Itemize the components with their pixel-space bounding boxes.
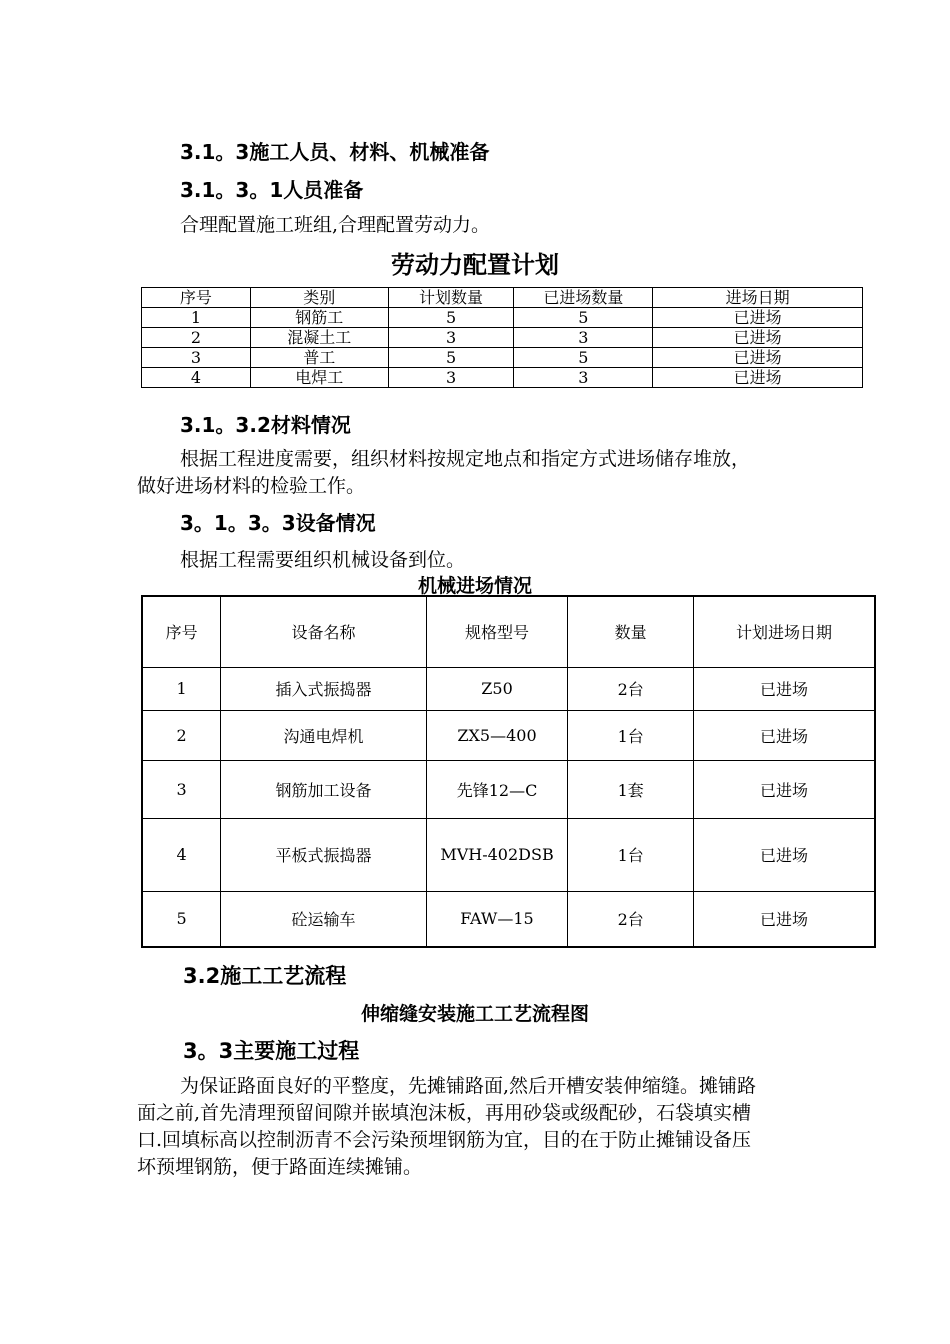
section-heading-3-1-3-3: 3。1。3。3设备情况	[180, 511, 376, 535]
labor-table	[141, 287, 863, 388]
table-cell: 5	[388, 348, 514, 368]
table-cell: 已进场	[694, 760, 876, 818]
table-cell: 3	[142, 760, 221, 818]
table-cell: 已进场	[653, 368, 863, 388]
header-cell: 进场日期	[653, 288, 863, 308]
header-cell: 计划进场日期	[694, 596, 876, 667]
paragraph-line: 口.回填标高以控制沥青不会污染预埋钢筋为宜，目的在于防止摊铺设备压	[137, 1129, 752, 1151]
paragraph-line: 根据工程进度需要，组织材料按规定地点和指定方式进场储存堆放，	[180, 448, 751, 470]
section-heading-3-1-3: 3.1。3施工人员、材料、机械准备	[180, 140, 490, 164]
table-cell: 4	[142, 818, 221, 891]
table-cell: 3	[514, 368, 653, 388]
table-cell: 3	[388, 368, 514, 388]
paragraph-line: 面之前,首先清理预留间隙并嵌填泡沫板，再用砂袋或级配砂，石袋填实槽	[137, 1102, 752, 1124]
table-cell: 已进场	[694, 667, 876, 710]
table-cell: 钢筋加工设备	[221, 760, 426, 818]
table-row	[142, 368, 863, 388]
table-row	[142, 760, 875, 818]
header-cell: 数量	[568, 596, 694, 667]
labor-table-title: 劳动力配置计划	[391, 251, 559, 279]
table-cell: 电焊工	[250, 368, 388, 388]
table-row	[142, 667, 875, 710]
flowchart-title: 伸缩缝安装施工工艺流程图	[360, 1003, 589, 1025]
table-cell: 1	[142, 667, 221, 710]
table-cell: 5	[388, 308, 514, 328]
table-cell: 砼运输车	[221, 891, 426, 947]
table-row	[142, 710, 875, 760]
table-cell: 平板式振捣器	[221, 818, 426, 891]
table-cell: 2	[142, 328, 251, 348]
table-cell: 已进场	[694, 818, 876, 891]
table-cell: 已进场	[694, 891, 876, 947]
table-cell: 3	[514, 328, 653, 348]
section-heading-3-2: 3.2施工工艺流程	[183, 964, 347, 988]
paragraph-line: 坏预埋钢筋，便于路面连续摊铺。	[137, 1156, 423, 1178]
table-row	[142, 308, 863, 328]
section-heading-3-3: 3。3主要施工过程	[183, 1039, 360, 1063]
table-cell: 先锋12—C	[426, 760, 568, 818]
table-cell: 5	[514, 308, 653, 328]
table-cell: 2	[142, 710, 221, 760]
paragraph-line: 为保证路面良好的平整度，先摊铺路面,然后开槽安装伸缩缝。摊铺路	[180, 1075, 757, 1097]
table-header-row	[142, 596, 875, 667]
table-cell: 已进场	[653, 328, 863, 348]
section-heading-3-1-3-2: 3.1。3.2材料情况	[180, 413, 351, 437]
table-row	[142, 818, 875, 891]
paragraph-equipment: 根据工程需要组织机械设备到位。	[180, 549, 466, 571]
table-cell: 2台	[568, 667, 694, 710]
table-cell: 钢筋工	[250, 308, 388, 328]
section-heading-3-1-3-1: 3.1。3。1人员准备	[180, 178, 364, 202]
table-cell: Z50	[426, 667, 568, 710]
header-cell: 已进场数量	[514, 288, 653, 308]
table-cell: 已进场	[653, 348, 863, 368]
table-cell: 插入式振捣器	[221, 667, 426, 710]
table-cell: 1台	[568, 710, 694, 760]
table-row	[142, 348, 863, 368]
table-cell: 1套	[568, 760, 694, 818]
paragraph-line: 做好进场材料的检验工作。	[137, 475, 366, 497]
table-cell: 3	[388, 328, 514, 348]
table-row	[142, 891, 875, 947]
table-cell: 5	[142, 891, 221, 947]
table-cell: 1	[142, 308, 251, 328]
header-cell: 设备名称	[221, 596, 426, 667]
header-cell: 序号	[142, 288, 251, 308]
table-cell: MVH-402DSB	[426, 818, 568, 891]
table-cell: 混凝土工	[250, 328, 388, 348]
paragraph-material	[137, 446, 867, 500]
header-cell: 序号	[142, 596, 221, 667]
machine-table-title: 机械进场情况	[417, 575, 532, 597]
table-cell: 3	[142, 348, 251, 368]
paragraph-process	[137, 1073, 862, 1181]
machine-table	[141, 595, 876, 948]
table-cell: FAW—15	[426, 891, 568, 947]
table-cell: ZX5—400	[426, 710, 568, 760]
header-cell: 规格型号	[426, 596, 568, 667]
table-cell: 2台	[568, 891, 694, 947]
table-cell: 5	[514, 348, 653, 368]
paragraph-personnel: 合理配置施工班组,合理配置劳动力。	[180, 214, 491, 236]
table-cell: 沟通电焊机	[221, 710, 426, 760]
table-cell: 普工	[250, 348, 388, 368]
header-cell: 类别	[250, 288, 388, 308]
header-cell: 计划数量	[388, 288, 514, 308]
table-header-row	[142, 288, 863, 308]
table-cell: 1台	[568, 818, 694, 891]
table-row	[142, 328, 863, 348]
table-cell: 已进场	[694, 710, 876, 760]
table-cell: 4	[142, 368, 251, 388]
table-cell: 已进场	[653, 308, 863, 328]
